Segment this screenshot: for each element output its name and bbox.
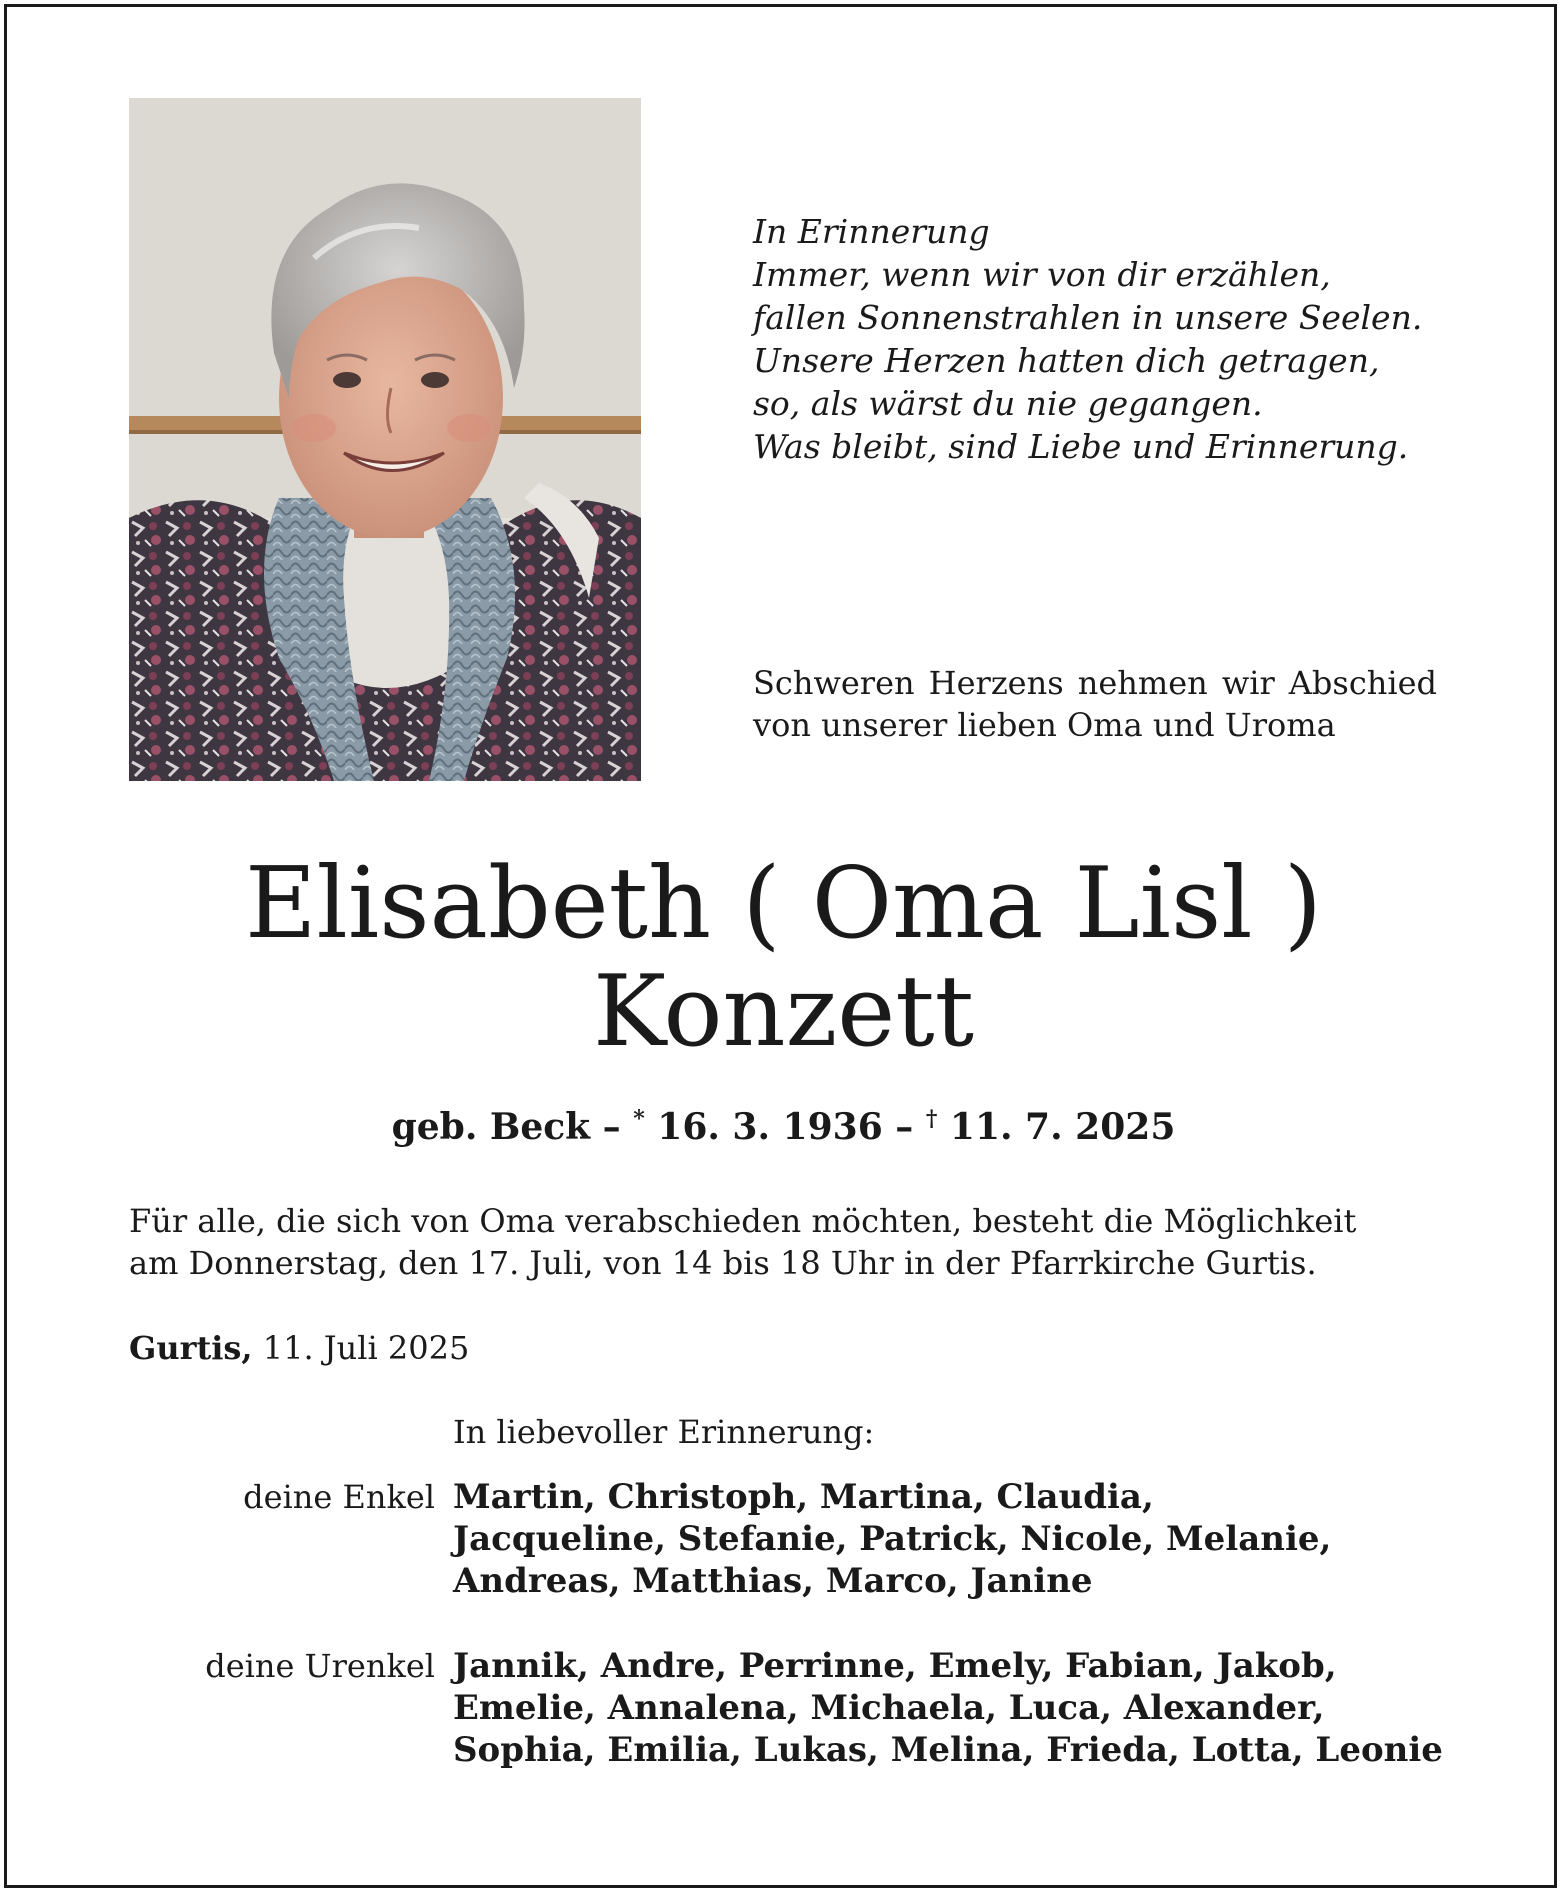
poem-line: In Erinnerung (753, 212, 990, 251)
portrait-photo (129, 98, 641, 781)
memorial-poem (753, 210, 1453, 468)
grandchildren-names (453, 1476, 1331, 1602)
poem-line: Immer, wenn wir von dir erzählen, (753, 255, 1331, 294)
death-date: 11. 7. 2025 (949, 1106, 1176, 1148)
notice-line: am Donnerstag, den 17. Juli, von 14 bis 18 Uhr in der Pfarrkirche Gurtis. (129, 1244, 1317, 1282)
great-grandchildren-names (453, 1645, 1443, 1771)
life-dates (0, 1096, 1567, 1150)
maiden-name: geb. Beck – (391, 1106, 621, 1148)
birth-symbol: * (633, 1106, 645, 1132)
farewell-intro: Schweren Herzens nehmen wir Abschied von unserer lieben Oma und Uroma (753, 664, 1437, 744)
names-line: Martin, Christoph, Martina, Claudia, (453, 1477, 1154, 1517)
notice-date: 11. Juli 2025 (262, 1329, 470, 1367)
names-line: Andreas, Matthias, Marco, Janine (453, 1561, 1093, 1601)
poem-line: Unsere Herzen hatten dich getragen, (753, 341, 1380, 380)
notice-line: Für alle, die sich von Oma verabschieden möchten, besteht die Möglichkeit (129, 1202, 1357, 1240)
deceased-name (0, 847, 1567, 1069)
names-line: Sophia, Emilia, Lukas, Melina, Frieda, Lotta, Leonie (453, 1730, 1443, 1770)
great-grandchildren-label: deine Urenkel (205, 1647, 435, 1685)
poem-line: fallen Sonnenstrahlen in unsere Seelen. (753, 298, 1423, 337)
place-date (129, 1327, 469, 1369)
poem-line: Was bleibt, sind Liebe und Erinnerung. (753, 427, 1409, 466)
poem-line: so, als wärst du nie gegangen. (753, 384, 1263, 423)
name-line-surname: Konzett (592, 955, 975, 1069)
viewing-notice (129, 1200, 1459, 1284)
portrait-image (129, 98, 641, 781)
name-line-first: Elisabeth ( Oma Lisl ) (245, 847, 1322, 961)
mourners-heading: In liebevoller Erinnerung: (453, 1413, 875, 1451)
place-name: Gurtis, (129, 1329, 253, 1367)
birth-date: 16. 3. 1936 – (657, 1106, 914, 1148)
names-line: Jannik, Andre, Perrinne, Emely, Fabian, Jakob, (453, 1646, 1337, 1686)
death-symbol: † (925, 1106, 938, 1132)
names-line: Jacqueline, Stefanie, Patrick, Nicole, Melanie, (453, 1519, 1332, 1559)
names-line: Emelie, Annalena, Michaela, Luca, Alexander, (453, 1688, 1325, 1728)
grandchildren-label: deine Enkel (243, 1478, 435, 1516)
